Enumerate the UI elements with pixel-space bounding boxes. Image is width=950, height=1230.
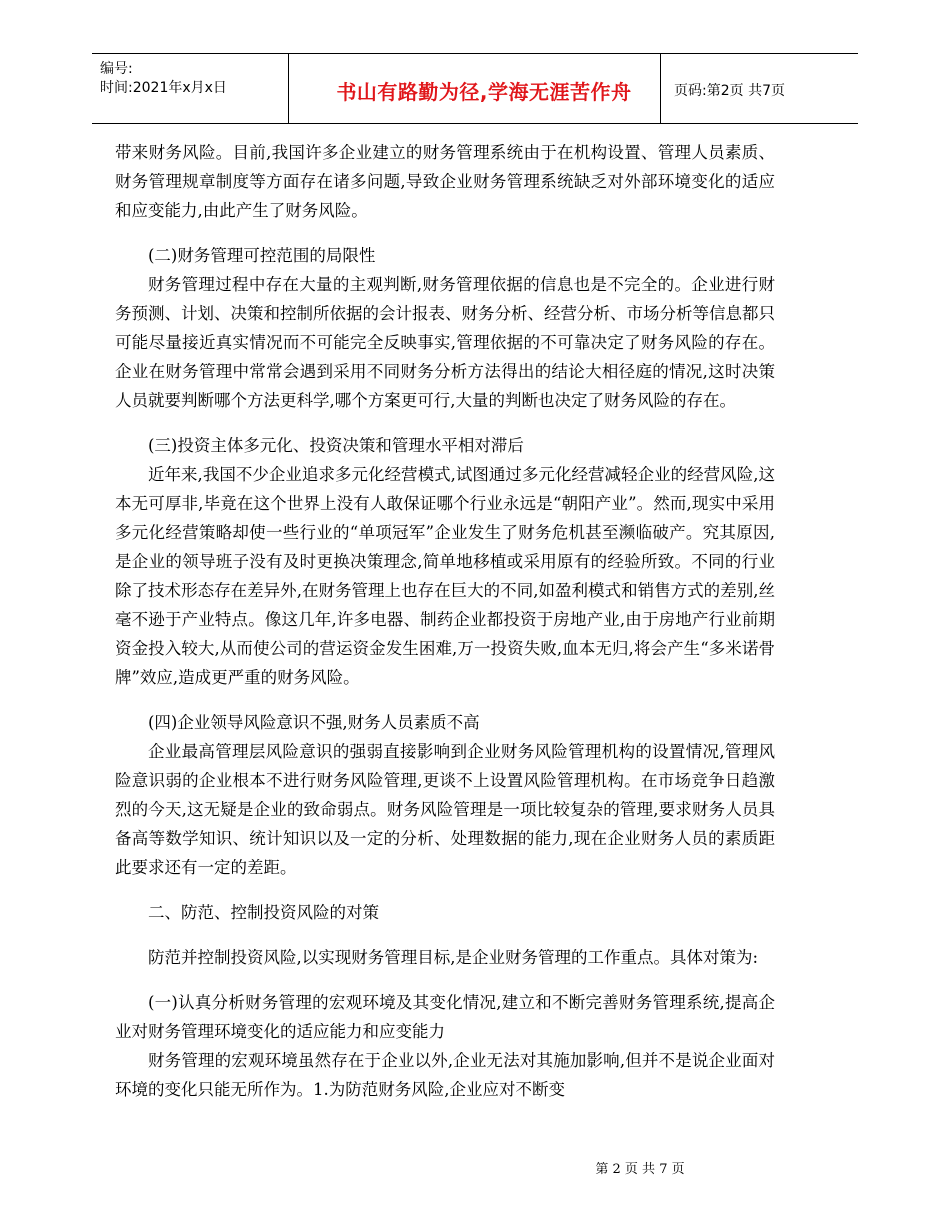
- paragraph: 近年来,我国不少企业追求多元化经营模式,试图通过多元化经营减轻企业的经营风险,这本无可厚非,毕竟在这个世界上没有人敢保证哪个行业永远是“朝阳产业”。然而,现实中采用多元化经营策略却使一些行业的“单项冠军”企业发生了财务危机甚至濒临破产。究其原因,是企业的领导班子没有及时更换决策理念,简单地移植或采用原有的经验所致。不同的行业除了技术形态存在差异外,在财务管理上也存在巨大的不同,如盈利模式和销售方式的差别,丝毫不逊于产业特点。像这几年,许多电器、制药企业都投资于房地产业,由于房地产行业前期资金投入较大,从而使公司的营运资金发生困难,万一投资失败,血本无归,将会产生“多米诺骨牌”效应,造成更严重的财务风险。: [115, 465, 775, 687]
- paragraph: 企业最高管理层风险意识的强弱直接影响到企业财务风险管理机构的设置情况,管理风险意识弱的企业根本不进行财务风险管理,更谈不上设置风险管理机构。在市场竞争日趋激烈的今天,这无疑是企业的致命弱点。财务风险管理是一项比较复杂的管理,要求财务人员具备高等数学知识、统计知识以及一定的分析、处理数据的能力,现在企业财务人员的素质距此要求还有一定的差距。: [115, 742, 775, 877]
- time-label: 时间:2021年x月x日: [100, 80, 227, 96]
- section-heading: (四)企业领导风险意识不强,财务人员素质不高: [148, 713, 480, 732]
- page-footer: 第 2 页 共 7 页: [595, 1162, 685, 1177]
- paragraph: 财务管理过程中存在大量的主观判断,财务管理依据的信息也是不完全的。企业进行财务预测、计划、决策和控制所依据的会计报表、财务分析、经营分析、市场分析等信息都只可能尽量接近真实情况而不可能完全反映事实,管理依据的不可靠决定了财务风险的存在。企业在财务管理中常常会遇到采用不同财务分析方法得出的结论大相径庭的情况,这时决策人员就要判断哪个方法更科学,哪个方案更可行,大量的判断也决定了财务风险的存在。: [115, 275, 775, 410]
- document-body: [115, 138, 775, 1104]
- header-divider: [288, 54, 289, 123]
- section-heading: 二、防范、控制投资风险的对策: [148, 903, 379, 922]
- section-heading: (一)认真分析财务管理的宏观环境及其变化情况,建立和不断完善财务管理系统,提高企业对财务管理环境变化的适应能力和应变能力: [115, 993, 775, 1041]
- header-page-number: 页码:第2页 共7页: [674, 83, 785, 99]
- paragraph: 防范并控制投资风险,以实现财务管理目标,是企业财务管理的工作重点。具体对策为:: [148, 948, 759, 967]
- page-header: [92, 53, 858, 124]
- section-heading: (三)投资主体多元化、投资决策和管理水平相对滞后: [148, 436, 524, 455]
- number-label: 编号:: [100, 61, 133, 77]
- header-divider: [660, 54, 661, 123]
- section-heading: (二)财务管理可控范围的局限性: [148, 246, 376, 265]
- paragraph: 带来财务风险。目前,我国许多企业建立的财务管理系统由于在机构设置、管理人员素质、财务管理规章制度等方面存在诸多问题,导致企业财务管理系统缺乏对外部环境变化的适应和应变能力,由此产生了财务风险。: [115, 143, 775, 220]
- paragraph: 财务管理的宏观环境虽然存在于企业以外,企业无法对其施加影响,但并不是说企业面对环境的变化只能无所作为。1.为防范财务风险,企业应对不断变: [115, 1051, 775, 1099]
- header-motto: 书山有路勤为径,学海无涯苦作舟: [336, 80, 632, 104]
- header-info: [100, 60, 227, 98]
